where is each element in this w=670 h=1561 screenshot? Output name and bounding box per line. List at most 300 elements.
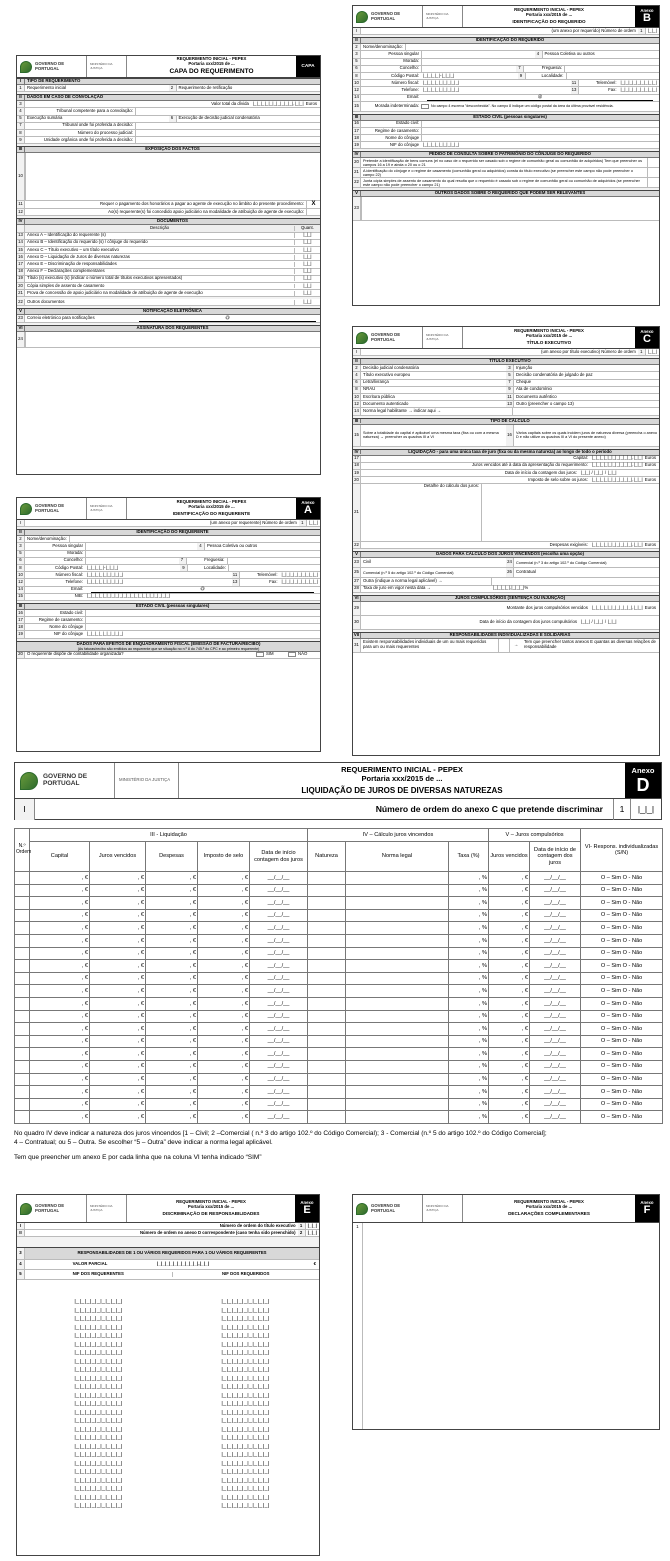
money-cell[interactable]: , €: [30, 922, 90, 935]
ordem-cell[interactable]: [15, 884, 30, 897]
document-quantity-field[interactable]: |_|_|: [294, 291, 320, 296]
document-quantity-field[interactable]: |_|_|: [294, 255, 320, 260]
sim-nao-cell[interactable]: O – Sim O - Não: [581, 1073, 663, 1086]
requerimento-inicial-option[interactable]: Requerimento inicial: [27, 84, 66, 90]
norma-cell[interactable]: [346, 1111, 449, 1124]
natureza-cell[interactable]: [308, 997, 346, 1010]
nif-field[interactable]: |_|_|_|_|_|_|_|_|_|: [74, 1392, 123, 1399]
nif-field[interactable]: |_|_|_|_|_|_|_|_|_|: [221, 1477, 270, 1484]
nib-field[interactable]: |_|_|_|_|_|_|_|_|_|_|_|_|_|_|_|_|_|_|_|_|_|: [87, 593, 171, 599]
ordem-cell[interactable]: [15, 872, 30, 885]
sim-nao-cell[interactable]: O – Sim O - Não: [581, 1111, 663, 1124]
nif-field[interactable]: |_|_|_|_|_|_|_|_|_|: [74, 1409, 123, 1416]
ordem-cell[interactable]: [15, 1023, 30, 1036]
nif-field[interactable]: |_|_|_|_|_|_|_|_|_|: [221, 1494, 270, 1501]
norma-cell[interactable]: [346, 997, 449, 1010]
nif-field[interactable]: |_|_|_|_|_|_|_|_|_|: [74, 1494, 123, 1501]
date-cell[interactable]: __/__/__: [530, 1111, 581, 1124]
date-cell[interactable]: __/__/__: [530, 934, 581, 947]
money-cell[interactable]: , €: [489, 1086, 530, 1099]
money-cell[interactable]: , €: [146, 960, 198, 973]
sim-nao-cell[interactable]: O – Sim O - Não: [581, 1098, 663, 1111]
money-cell[interactable]: , €: [90, 1023, 146, 1036]
titulo-option[interactable]: Injunção: [516, 364, 533, 370]
date-cell[interactable]: __/__/__: [530, 972, 581, 985]
sim-nao-cell[interactable]: O – Sim O - Não: [581, 884, 663, 897]
nif-field[interactable]: |_|_|_|_|_|_|_|_|_|: [74, 1307, 123, 1314]
date-cell[interactable]: __/__/__: [530, 985, 581, 998]
nif-field[interactable]: |_|_|_|_|_|_|_|_|_|: [221, 1307, 270, 1314]
nif-field[interactable]: |_|_|_|_|_|_|_|_|_|: [221, 1435, 270, 1442]
titulo-option[interactable]: Decisão condenatória de julgado de paz: [516, 372, 593, 377]
exposicao-factos-field[interactable]: [25, 153, 320, 200]
titulo-option[interactable]: Decisão judicial condenatória: [363, 364, 419, 370]
numero-ordem-field[interactable]: |_|_|: [637, 803, 655, 814]
titulo-option[interactable]: Ata de condomínio: [516, 386, 552, 392]
money-cell[interactable]: , €: [489, 1111, 530, 1124]
money-cell[interactable]: , €: [489, 909, 530, 922]
nif-field[interactable]: |_|_|_|_|_|_|_|_|_|: [221, 1341, 270, 1348]
date-cell[interactable]: __/__/__: [250, 884, 308, 897]
money-cell[interactable]: , €: [489, 1010, 530, 1023]
valor-divida-field[interactable]: |_|_|_|_|_|_|_|_|_|_|,|_|_|: [252, 100, 304, 106]
money-cell[interactable]: , €: [489, 1023, 530, 1036]
money-cell[interactable]: , €: [146, 934, 198, 947]
money-cell[interactable]: , €: [146, 922, 198, 935]
taxa-juro-field[interactable]: |_|_|_|_|,|_|_|_|%: [493, 585, 529, 591]
date-cell[interactable]: __/__/__: [250, 947, 308, 960]
money-cell[interactable]: , €: [489, 1098, 530, 1111]
nif-field[interactable]: |_|_|_|_|_|_|_|_|_|: [221, 1358, 270, 1365]
nif-field[interactable]: |_|_|_|_|_|_|_|_|_|: [74, 1443, 123, 1450]
norma-cell[interactable]: [346, 1060, 449, 1073]
natureza-cell[interactable]: [308, 1086, 346, 1099]
money-cell[interactable]: , €: [198, 1073, 250, 1086]
nif-field[interactable]: |_|_|_|_|_|_|_|_|_|: [74, 1350, 123, 1357]
money-cell[interactable]: , €: [489, 997, 530, 1010]
nif-field[interactable]: |_|_|_|_|_|_|_|_|_|: [221, 1375, 270, 1382]
date-cell[interactable]: __/__/__: [250, 997, 308, 1010]
money-cell[interactable]: , €: [90, 985, 146, 998]
money-cell[interactable]: , €: [90, 972, 146, 985]
document-quantity-field[interactable]: |_|_|: [294, 269, 320, 274]
norma-cell[interactable]: [346, 947, 449, 960]
money-cell[interactable]: , €: [90, 997, 146, 1010]
money-cell[interactable]: , €: [30, 947, 90, 960]
money-cell[interactable]: , €: [146, 1048, 198, 1061]
titulo-option[interactable]: Documento autêntico: [516, 393, 557, 399]
nif-field[interactable]: |_|_|_|_|_|_|_|_|_|: [74, 1452, 123, 1459]
nif-field[interactable]: |_|_|_|_|_|_|_|_|_|: [74, 1299, 123, 1306]
nif-field[interactable]: |_|_|_|_|_|_|_|_|_|: [74, 1375, 123, 1382]
date-cell[interactable]: __/__/__: [250, 1048, 308, 1061]
sim-nao-cell[interactable]: O – Sim O - Não: [581, 922, 663, 935]
sim-nao-cell[interactable]: O – Sim O - Não: [581, 1086, 663, 1099]
date-cell[interactable]: __/__/__: [530, 909, 581, 922]
juro-comercial3-option[interactable]: Comercial (n.º 3 do artigo 102.º do Código Comercial): [516, 560, 607, 565]
nif-field[interactable]: |_|_|_|_|_|_|_|_|_|: [221, 1316, 270, 1323]
declaracoes-field[interactable]: [363, 1223, 659, 1429]
money-cell[interactable]: , €: [30, 884, 90, 897]
natureza-cell[interactable]: [308, 1023, 346, 1036]
money-cell[interactable]: , €: [198, 960, 250, 973]
money-cell[interactable]: , €: [489, 897, 530, 910]
juro-comercial5-option[interactable]: Comercial (n.º 5 do artigo 102.º do Código Comercial): [363, 570, 454, 575]
ordem-cell[interactable]: [15, 1098, 30, 1111]
natureza-cell[interactable]: [308, 1048, 346, 1061]
taxa-cell[interactable]: , %: [449, 1098, 489, 1111]
document-quantity-field[interactable]: |_|_|: [294, 248, 320, 253]
money-cell[interactable]: , €: [146, 985, 198, 998]
money-cell[interactable]: , €: [198, 972, 250, 985]
taxa-cell[interactable]: , %: [449, 1023, 489, 1036]
money-cell[interactable]: , €: [489, 934, 530, 947]
requerimento-retificacao-option[interactable]: Requerimento de retificação: [178, 84, 233, 90]
date-cell[interactable]: __/__/__: [530, 1073, 581, 1086]
money-cell[interactable]: , €: [90, 1111, 146, 1124]
juros-vencidos-field[interactable]: |_|_|_|_|_|_|_|_|_|_|,|_|_|: [591, 462, 643, 468]
money-cell[interactable]: , €: [146, 947, 198, 960]
natureza-cell[interactable]: [308, 909, 346, 922]
taxa-cell[interactable]: , %: [449, 1060, 489, 1073]
titulo-option[interactable]: Letra/livrança: [363, 379, 389, 385]
numero-anexo-d-field[interactable]: |_|_|: [307, 1229, 317, 1235]
norma-cell[interactable]: [346, 897, 449, 910]
numero-fiscal-field[interactable]: |_|_|_|_|_|_|_|_|_|: [423, 79, 460, 85]
ordem-cell[interactable]: [15, 1111, 30, 1124]
document-quantity-field[interactable]: |_|_|: [294, 284, 320, 289]
money-cell[interactable]: , €: [30, 872, 90, 885]
pessoa-coletiva-option[interactable]: Pessoa Coletiva ou outros: [207, 543, 258, 548]
money-cell[interactable]: , €: [146, 909, 198, 922]
sim-nao-cell[interactable]: O – Sim O - Não: [581, 1035, 663, 1048]
taxa-cell[interactable]: , %: [449, 997, 489, 1010]
natureza-cell[interactable]: [308, 947, 346, 960]
titulo-option[interactable]: NRAU: [363, 386, 376, 392]
execucao-decisao-option[interactable]: Execução de decisão judicial condenatória: [178, 115, 260, 121]
codigo-postal-field[interactable]: |_|_|_|_|-|_|_|_|: [87, 564, 119, 570]
nif-field[interactable]: |_|_|_|_|_|_|_|_|_|: [74, 1486, 123, 1493]
nome-field[interactable]: [69, 536, 320, 542]
email-notificacoes-field[interactable]: @: [139, 316, 316, 322]
ordem-cell[interactable]: [15, 997, 30, 1010]
pessoa-singular-option[interactable]: Pessoa singular: [388, 51, 419, 56]
ordem-cell[interactable]: [15, 922, 30, 935]
date-cell[interactable]: __/__/__: [530, 1086, 581, 1099]
money-cell[interactable]: , €: [198, 934, 250, 947]
nif-field[interactable]: |_|_|_|_|_|_|_|_|_|: [221, 1443, 270, 1450]
taxa-cell[interactable]: , %: [449, 1035, 489, 1048]
date-cell[interactable]: __/__/__: [530, 1098, 581, 1111]
date-cell[interactable]: __/__/__: [250, 972, 308, 985]
taxa-cell[interactable]: , %: [449, 884, 489, 897]
taxa-cell[interactable]: , %: [449, 1010, 489, 1023]
ordem-cell[interactable]: [15, 934, 30, 947]
natureza-cell[interactable]: [308, 1060, 346, 1073]
sim-nao-cell[interactable]: O – Sim O - Não: [581, 934, 663, 947]
taxa-cell[interactable]: , %: [449, 922, 489, 935]
sim-nao-cell[interactable]: O – Sim O - Não: [581, 897, 663, 910]
contabilidade-sim-checkbox[interactable]: [256, 652, 264, 657]
ordem-cell[interactable]: [15, 1073, 30, 1086]
norma-cell[interactable]: [346, 1035, 449, 1048]
pessoa-coletiva-option[interactable]: Pessoa Coletiva ou outros: [544, 51, 595, 56]
money-cell[interactable]: , €: [146, 897, 198, 910]
money-cell[interactable]: , €: [30, 1060, 90, 1073]
nif-field[interactable]: |_|_|_|_|_|_|_|_|_|: [74, 1316, 123, 1323]
bens-comuns-checkbox[interactable]: [647, 158, 659, 167]
document-quantity-field[interactable]: |_|_|: [294, 233, 320, 238]
natureza-cell[interactable]: [308, 960, 346, 973]
date-cell[interactable]: __/__/__: [250, 1111, 308, 1124]
sim-nao-cell[interactable]: O – Sim O - Não: [581, 1023, 663, 1036]
document-quantity-field[interactable]: |_|_|: [294, 300, 320, 305]
nif-field[interactable]: |_|_|_|_|_|_|_|_|_|: [221, 1418, 270, 1425]
date-cell[interactable]: __/__/__: [250, 1060, 308, 1073]
ordem-cell[interactable]: [15, 985, 30, 998]
sim-nao-cell[interactable]: O – Sim O - Não: [581, 872, 663, 885]
money-cell[interactable]: , €: [198, 1023, 250, 1036]
natureza-cell[interactable]: [308, 1035, 346, 1048]
sim-nao-cell[interactable]: O – Sim O - Não: [581, 997, 663, 1010]
money-cell[interactable]: , €: [90, 897, 146, 910]
nif-field[interactable]: |_|_|_|_|_|_|_|_|_|: [74, 1435, 123, 1442]
natureza-cell[interactable]: [308, 1073, 346, 1086]
nif-field[interactable]: |_|_|_|_|_|_|_|_|_|: [221, 1401, 270, 1408]
outros-dados-field[interactable]: [361, 197, 659, 220]
natureza-cell[interactable]: [308, 884, 346, 897]
juro-civil-option[interactable]: Civil: [363, 559, 372, 565]
nif-field[interactable]: |_|_|_|_|_|_|_|_|_|: [74, 1358, 123, 1365]
money-cell[interactable]: , €: [146, 1073, 198, 1086]
norma-cell[interactable]: [346, 985, 449, 998]
money-cell[interactable]: , €: [90, 909, 146, 922]
taxa-cell[interactable]: , %: [449, 1048, 489, 1061]
money-cell[interactable]: , €: [489, 1060, 530, 1073]
norma-cell[interactable]: [346, 1073, 449, 1086]
money-cell[interactable]: , €: [146, 972, 198, 985]
natureza-cell[interactable]: [308, 1111, 346, 1124]
money-cell[interactable]: , €: [90, 922, 146, 935]
norma-cell[interactable]: [346, 1010, 449, 1023]
date-cell[interactable]: __/__/__: [530, 1048, 581, 1061]
money-cell[interactable]: , €: [90, 1010, 146, 1023]
taxa-cell[interactable]: , %: [449, 1086, 489, 1099]
titulo-option[interactable]: Escritura pública: [363, 393, 395, 399]
natureza-cell[interactable]: [308, 1098, 346, 1111]
money-cell[interactable]: , €: [30, 1086, 90, 1099]
norma-cell[interactable]: [346, 1086, 449, 1099]
nif-field[interactable]: |_|_|_|_|_|_|_|_|_|: [221, 1350, 270, 1357]
titulo-option[interactable]: Outro (preencher o campo 13): [516, 400, 574, 406]
money-cell[interactable]: , €: [90, 1060, 146, 1073]
ordem-cell[interactable]: [15, 1035, 30, 1048]
norma-cell[interactable]: [346, 884, 449, 897]
nif-field[interactable]: |_|_|_|_|_|_|_|_|_|: [74, 1503, 123, 1510]
date-cell[interactable]: __/__/__: [250, 897, 308, 910]
sim-nao-cell[interactable]: O – Sim O - Não: [581, 985, 663, 998]
taxa-cell[interactable]: , %: [449, 972, 489, 985]
detalhe-calculo-field[interactable]: [481, 484, 659, 541]
money-cell[interactable]: , €: [489, 947, 530, 960]
money-cell[interactable]: , €: [30, 1111, 90, 1124]
nif-field[interactable]: |_|_|_|_|_|_|_|_|_|: [221, 1460, 270, 1467]
nif-field[interactable]: |_|_|_|_|_|_|_|_|_|: [221, 1503, 270, 1510]
nif-field[interactable]: |_|_|_|_|_|_|_|_|_|: [221, 1333, 270, 1340]
ordem-cell[interactable]: [15, 972, 30, 985]
ordem-cell[interactable]: [15, 897, 30, 910]
money-cell[interactable]: , €: [30, 909, 90, 922]
norma-cell[interactable]: [346, 872, 449, 885]
money-cell[interactable]: , €: [30, 934, 90, 947]
date-cell[interactable]: __/__/__: [530, 1010, 581, 1023]
document-quantity-field[interactable]: |_|_|: [294, 240, 320, 245]
date-cell[interactable]: __/__/__: [250, 934, 308, 947]
sim-nao-cell[interactable]: O – Sim O - Não: [581, 909, 663, 922]
mesma-taxa-option[interactable]: Sobre a totalidade do capital é aplicável uma mesma taxa (fixa ou com a mesma natureza) → preencher os quadros III a VI: [363, 430, 499, 439]
taxa-cell[interactable]: , %: [449, 1111, 489, 1124]
money-cell[interactable]: , €: [90, 960, 146, 973]
execucao-sumaria-option[interactable]: Execução sumária: [27, 115, 63, 121]
money-cell[interactable]: , €: [30, 1010, 90, 1023]
date-cell[interactable]: __/__/__: [250, 960, 308, 973]
nif-field[interactable]: |_|_|_|_|_|_|_|_|_|: [221, 1299, 270, 1306]
money-cell[interactable]: , €: [198, 1060, 250, 1073]
money-cell[interactable]: , €: [90, 1086, 146, 1099]
date-cell[interactable]: __/__/__: [250, 909, 308, 922]
date-cell[interactable]: __/__/__: [250, 1098, 308, 1111]
money-cell[interactable]: , €: [146, 1010, 198, 1023]
nif-field[interactable]: |_|_|_|_|_|_|_|_|_|: [221, 1469, 270, 1476]
money-cell[interactable]: , €: [90, 947, 146, 960]
money-cell[interactable]: , €: [30, 985, 90, 998]
sim-nao-cell[interactable]: O – Sim O - Não: [581, 960, 663, 973]
valor-parcial-field[interactable]: |_|_|_|_|_|_|_|_|_|_|,|_|_|: [157, 1261, 210, 1267]
money-cell[interactable]: , €: [489, 960, 530, 973]
date-cell[interactable]: __/__/__: [250, 1035, 308, 1048]
ordem-cell[interactable]: [15, 1048, 30, 1061]
date-cell[interactable]: __/__/__: [250, 1010, 308, 1023]
norma-cell[interactable]: [346, 934, 449, 947]
natureza-cell[interactable]: [308, 972, 346, 985]
natureza-cell[interactable]: [308, 922, 346, 935]
date-cell[interactable]: __/__/__: [530, 947, 581, 960]
money-cell[interactable]: , €: [198, 1086, 250, 1099]
money-cell[interactable]: , €: [198, 872, 250, 885]
nome-field[interactable]: [405, 44, 659, 50]
montante-compulsorios-field[interactable]: |_|_|_|_|_|_|_|_|_|_|,|_|_|: [591, 604, 643, 610]
numero-ordem-field[interactable]: |_|_|: [647, 27, 657, 33]
date-cell[interactable]: __/__/__: [530, 872, 581, 885]
nif-field[interactable]: |_|_|_|_|_|_|_|_|_|: [74, 1477, 123, 1484]
taxa-cell[interactable]: , %: [449, 872, 489, 885]
money-cell[interactable]: , €: [30, 1023, 90, 1036]
money-cell[interactable]: , €: [489, 1073, 530, 1086]
copia-assento-checkbox[interactable]: [647, 178, 659, 187]
norma-cell[interactable]: [346, 1023, 449, 1036]
nif-field[interactable]: |_|_|_|_|_|_|_|_|_|: [221, 1409, 270, 1416]
numero-ordem-field[interactable]: |_|_|: [647, 348, 657, 354]
money-cell[interactable]: , €: [90, 1048, 146, 1061]
date-cell[interactable]: __/__/__: [530, 884, 581, 897]
taxa-cell[interactable]: , %: [449, 934, 489, 947]
money-cell[interactable]: , €: [90, 1035, 146, 1048]
data-compulsorios-field[interactable]: |_|_| / |_|_| / |_|_|: [581, 618, 617, 624]
money-cell[interactable]: , €: [146, 997, 198, 1010]
date-cell[interactable]: __/__/__: [250, 1086, 308, 1099]
money-cell[interactable]: , €: [30, 972, 90, 985]
norma-cell[interactable]: [346, 922, 449, 935]
ordem-cell[interactable]: [15, 1086, 30, 1099]
date-cell[interactable]: __/__/__: [250, 1073, 308, 1086]
money-cell[interactable]: , €: [30, 1035, 90, 1048]
nif-field[interactable]: |_|_|_|_|_|_|_|_|_|: [221, 1392, 270, 1399]
date-cell[interactable]: __/__/__: [530, 997, 581, 1010]
codigo-postal-field[interactable]: |_|_|_|_|-|_|_|_|: [423, 72, 455, 78]
date-cell[interactable]: __/__/__: [530, 897, 581, 910]
norma-cell[interactable]: [346, 1098, 449, 1111]
honorarios-checkbox[interactable]: X: [306, 201, 320, 208]
money-cell[interactable]: , €: [30, 897, 90, 910]
date-cell[interactable]: __/__/__: [530, 1035, 581, 1048]
money-cell[interactable]: , €: [198, 922, 250, 935]
date-cell[interactable]: __/__/__: [530, 1023, 581, 1036]
money-cell[interactable]: , €: [30, 1073, 90, 1086]
nif-field[interactable]: |_|_|_|_|_|_|_|_|_|: [221, 1426, 270, 1433]
numero-ordem-field[interactable]: |_|_|: [308, 519, 318, 525]
money-cell[interactable]: , €: [489, 922, 530, 935]
money-cell[interactable]: , €: [198, 997, 250, 1010]
money-cell[interactable]: , €: [146, 1086, 198, 1099]
money-cell[interactable]: , €: [198, 909, 250, 922]
money-cell[interactable]: , €: [489, 872, 530, 885]
date-cell[interactable]: __/__/__: [250, 1023, 308, 1036]
unidade-organica-field[interactable]: [135, 137, 320, 143]
numero-fiscal-field[interactable]: |_|_|_|_|_|_|_|_|_|: [87, 571, 124, 577]
money-cell[interactable]: , €: [489, 884, 530, 897]
taxa-cell[interactable]: , %: [449, 1073, 489, 1086]
ordem-cell[interactable]: [15, 1060, 30, 1073]
money-cell[interactable]: , €: [489, 972, 530, 985]
norma-cell[interactable]: [346, 960, 449, 973]
money-cell[interactable]: , €: [198, 985, 250, 998]
juro-contratual-option[interactable]: Contratual: [516, 569, 536, 575]
money-cell[interactable]: , €: [146, 1111, 198, 1124]
nif-field[interactable]: |_|_|_|_|_|_|_|_|_|: [74, 1324, 123, 1331]
identificacao-conjuge-checkbox[interactable]: [647, 168, 659, 177]
date-cell[interactable]: __/__/__: [250, 872, 308, 885]
money-cell[interactable]: , €: [90, 884, 146, 897]
imposto-selo-field[interactable]: |_|_|_|_|_|_|_|_|_|_|,|_|_|: [591, 476, 643, 482]
natureza-cell[interactable]: [308, 872, 346, 885]
money-cell[interactable]: , €: [489, 1048, 530, 1061]
juro-outra-option[interactable]: Outra (indique a norma legal aplicável) →: [363, 578, 443, 584]
contabilidade-nao-checkbox[interactable]: [288, 652, 296, 657]
date-cell[interactable]: __/__/__: [250, 922, 308, 935]
money-cell[interactable]: , €: [489, 985, 530, 998]
money-cell[interactable]: , €: [30, 997, 90, 1010]
pessoa-singular-option[interactable]: Pessoa singular: [52, 543, 83, 548]
morada-indeterminada-checkbox[interactable]: [421, 104, 429, 109]
assinatura-field[interactable]: [25, 332, 320, 347]
ordem-cell[interactable]: [15, 1010, 30, 1023]
document-quantity-field[interactable]: |_|_|: [294, 276, 320, 281]
nif-field[interactable]: |_|_|_|_|_|_|_|_|_|: [221, 1324, 270, 1331]
titulo-option[interactable]: Cheque: [516, 379, 532, 385]
taxa-cell[interactable]: , %: [449, 960, 489, 973]
sim-nao-cell[interactable]: O – Sim O - Não: [581, 1048, 663, 1061]
money-cell[interactable]: , €: [198, 884, 250, 897]
